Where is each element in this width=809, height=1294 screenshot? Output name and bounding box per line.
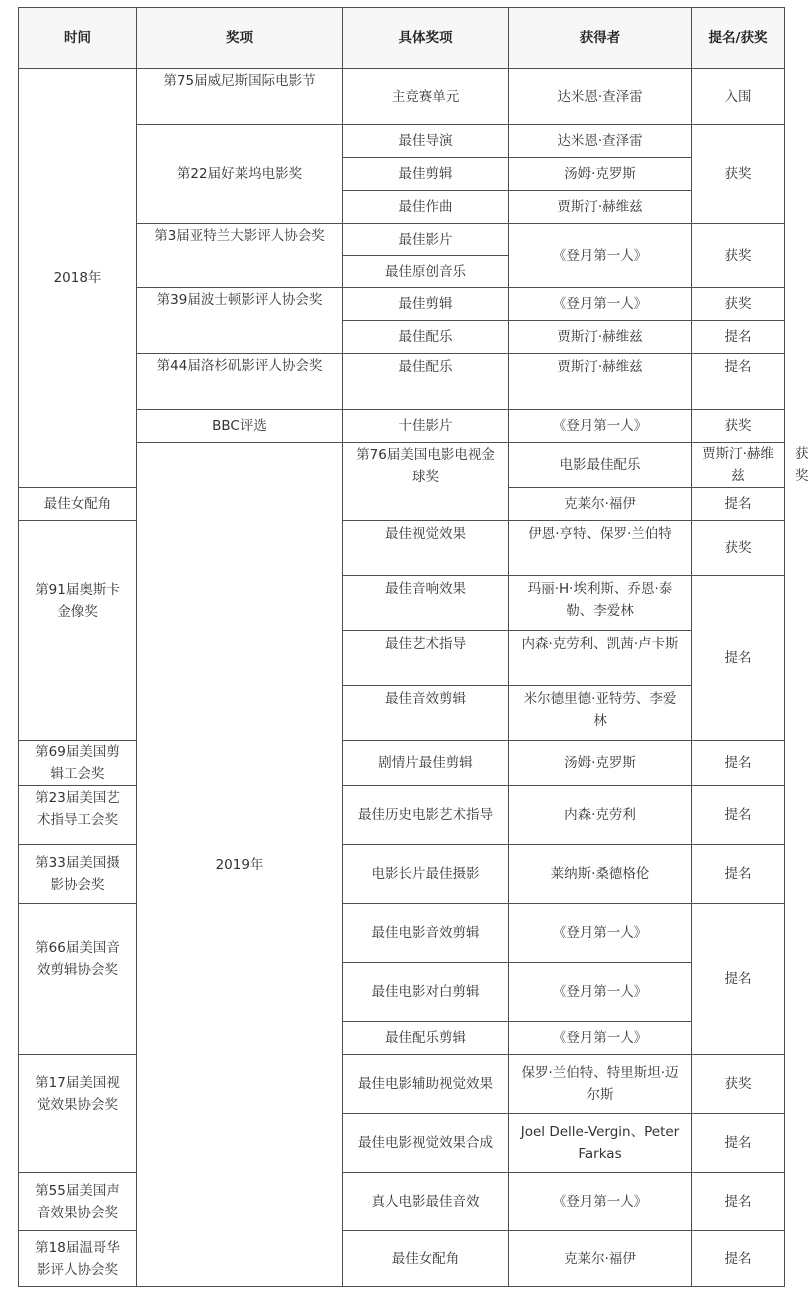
status-cell: 入围 xyxy=(692,69,785,125)
table-row xyxy=(19,1055,785,1114)
winner-cell: 莱纳斯·桑德格伦 xyxy=(509,845,692,904)
winner-cell: 《登月第一人》 xyxy=(509,1022,692,1055)
award-cell: BBC评选 xyxy=(137,410,343,443)
header-row xyxy=(19,8,785,69)
winner-cell: Joel Delle-Vergin、Peter Farkas xyxy=(509,1114,692,1173)
year-cell: 2018年 xyxy=(19,69,137,488)
table-row xyxy=(19,1173,785,1231)
winner-cell: 内森·克劳利 xyxy=(509,786,692,845)
header-year: 时间 xyxy=(19,8,137,69)
category-cell: 剧情片最佳剪辑 xyxy=(343,741,509,786)
category-cell: 最佳电影辅助视觉效果 xyxy=(343,1055,509,1114)
winner-cell: 《登月第一人》 xyxy=(509,288,692,321)
winner-cell: 贾斯汀·赫维兹 xyxy=(692,443,785,488)
winner-cell: 汤姆·克罗斯 xyxy=(509,741,692,786)
winner-cell: 玛丽·H·埃利斯、乔恩·泰勒、李爱林 xyxy=(509,576,692,631)
header-award: 奖项 xyxy=(137,8,343,69)
award-cell: 第55届美国声音效果协会奖 xyxy=(19,1173,137,1231)
table-row xyxy=(19,741,785,786)
winner-cell: 克莱尔·福伊 xyxy=(509,1231,692,1287)
category-cell: 最佳音效剪辑 xyxy=(343,686,509,741)
status-cell: 提名 xyxy=(692,576,785,741)
award-cell: 第17届美国视觉效果协会奖 xyxy=(19,1055,137,1173)
winner-cell: 《登月第一人》 xyxy=(509,224,692,288)
status-cell: 提名 xyxy=(692,741,785,786)
status-cell: 提名 xyxy=(692,904,785,1055)
category-cell: 最佳配乐 xyxy=(343,321,509,354)
winner-cell: 达米恩·查泽雷 xyxy=(509,125,692,158)
status-cell: 获奖 xyxy=(692,1055,785,1114)
category-cell: 最佳作曲 xyxy=(343,191,509,224)
category-cell: 电影最佳配乐 xyxy=(509,443,692,488)
table-row xyxy=(19,1231,785,1287)
winner-cell: 保罗·兰伯特、特里斯坦·迈尔斯 xyxy=(509,1055,692,1114)
category-cell: 最佳配乐 xyxy=(343,354,509,410)
winner-cell: 《登月第一人》 xyxy=(509,1173,692,1231)
winner-cell: 内森·克劳利、凯茜·卢卡斯 xyxy=(509,631,692,686)
table-row xyxy=(19,69,785,125)
category-cell: 最佳导演 xyxy=(343,125,509,158)
status-cell: 获奖 xyxy=(692,410,785,443)
category-cell: 最佳电影视觉效果合成 xyxy=(343,1114,509,1173)
award-cell: 第69届美国剪辑工会奖 xyxy=(19,741,137,786)
table-row: 2019年 第76届美国电影电视金球奖 电影最佳配乐 贾斯汀·赫维兹 获奖 xyxy=(19,443,785,488)
status-cell: 获奖 xyxy=(692,125,785,224)
category-cell: 最佳剪辑 xyxy=(343,158,509,191)
winner-cell: 米尔德里德·亚特劳、李爱林 xyxy=(509,686,692,741)
winner-cell: 克莱尔·福伊 xyxy=(509,488,692,521)
category-cell: 主竞赛单元 xyxy=(343,69,509,125)
award-cell: 第3届亚特兰大影评人协会奖 xyxy=(137,224,343,288)
winner-cell: 《登月第一人》 xyxy=(509,904,692,963)
status-cell: 提名 xyxy=(692,786,785,845)
award-cell: 第44届洛杉矶影评人协会奖 xyxy=(137,354,343,410)
category-cell: 最佳电影音效剪辑 xyxy=(343,904,509,963)
category-cell: 十佳影片 xyxy=(343,410,509,443)
category-cell: 最佳音响效果 xyxy=(343,576,509,631)
category-cell: 真人电影最佳音效 xyxy=(343,1173,509,1231)
status-cell: 获奖 xyxy=(692,521,785,576)
award-cell: 第23届美国艺术指导工会奖 xyxy=(19,786,137,845)
award-cell: 第66届美国音效剪辑协会奖 xyxy=(19,904,137,1055)
winner-cell: 《登月第一人》 xyxy=(509,410,692,443)
table-row xyxy=(19,845,785,904)
winner-cell: 汤姆·克罗斯 xyxy=(509,158,692,191)
winner-cell: 达米恩·查泽雷 xyxy=(509,69,692,125)
table-row xyxy=(19,904,785,963)
award-cell: 第33届美国摄影协会奖 xyxy=(19,845,137,904)
award-cell: 第39届波士顿影评人协会奖 xyxy=(137,288,343,354)
awards-table xyxy=(18,7,809,1287)
header-status: 提名/获奖 xyxy=(692,8,785,69)
winner-cell: 贾斯汀·赫维兹 xyxy=(509,354,692,410)
category-cell: 最佳电影对白剪辑 xyxy=(343,963,509,1022)
category-cell: 最佳历史电影艺术指导 xyxy=(343,786,509,845)
category-cell: 最佳视觉效果 xyxy=(343,521,509,576)
award-cell: 第75届威尼斯国际电影节 xyxy=(137,69,343,125)
category-cell: 最佳原创音乐 xyxy=(343,256,509,288)
award-cell: 第91届奥斯卡金像奖 xyxy=(19,521,137,741)
table-row xyxy=(19,786,785,845)
header-category: 具体奖项 xyxy=(343,8,509,69)
category-cell: 最佳影片 xyxy=(343,224,509,256)
status-cell: 获奖 xyxy=(692,288,785,321)
category-cell: 电影长片最佳摄影 xyxy=(343,845,509,904)
status-cell: 提名 xyxy=(692,845,785,904)
table-row xyxy=(19,521,785,576)
status-cell: 提名 xyxy=(692,488,785,521)
winner-cell: 伊恩·亨特、保罗·兰伯特 xyxy=(509,521,692,576)
status-cell: 提名 xyxy=(692,354,785,410)
category-cell: 最佳女配角 xyxy=(343,1231,509,1287)
award-cell: 第22届好莱坞电影奖 xyxy=(137,125,343,224)
category-cell: 最佳女配角 xyxy=(19,488,137,521)
header-winner: 获得者 xyxy=(509,8,692,69)
category-cell: 最佳艺术指导 xyxy=(343,631,509,686)
award-cell: 第18届温哥华影评人协会奖 xyxy=(19,1231,137,1287)
category-cell: 最佳配乐剪辑 xyxy=(343,1022,509,1055)
status-cell: 提名 xyxy=(692,321,785,354)
winner-cell: 《登月第一人》 xyxy=(509,963,692,1022)
category-cell: 最佳剪辑 xyxy=(343,288,509,321)
status-cell: 提名 xyxy=(692,1231,785,1287)
status-cell: 提名 xyxy=(692,1173,785,1231)
award-cell: 第76届美国电影电视金球奖 xyxy=(343,443,509,521)
winner-cell: 贾斯汀·赫维兹 xyxy=(509,191,692,224)
winner-cell: 贾斯汀·赫维兹 xyxy=(509,321,692,354)
status-cell: 获奖 xyxy=(692,224,785,288)
year-cell: 2019年 xyxy=(137,443,343,1287)
status-cell: 提名 xyxy=(692,1114,785,1173)
